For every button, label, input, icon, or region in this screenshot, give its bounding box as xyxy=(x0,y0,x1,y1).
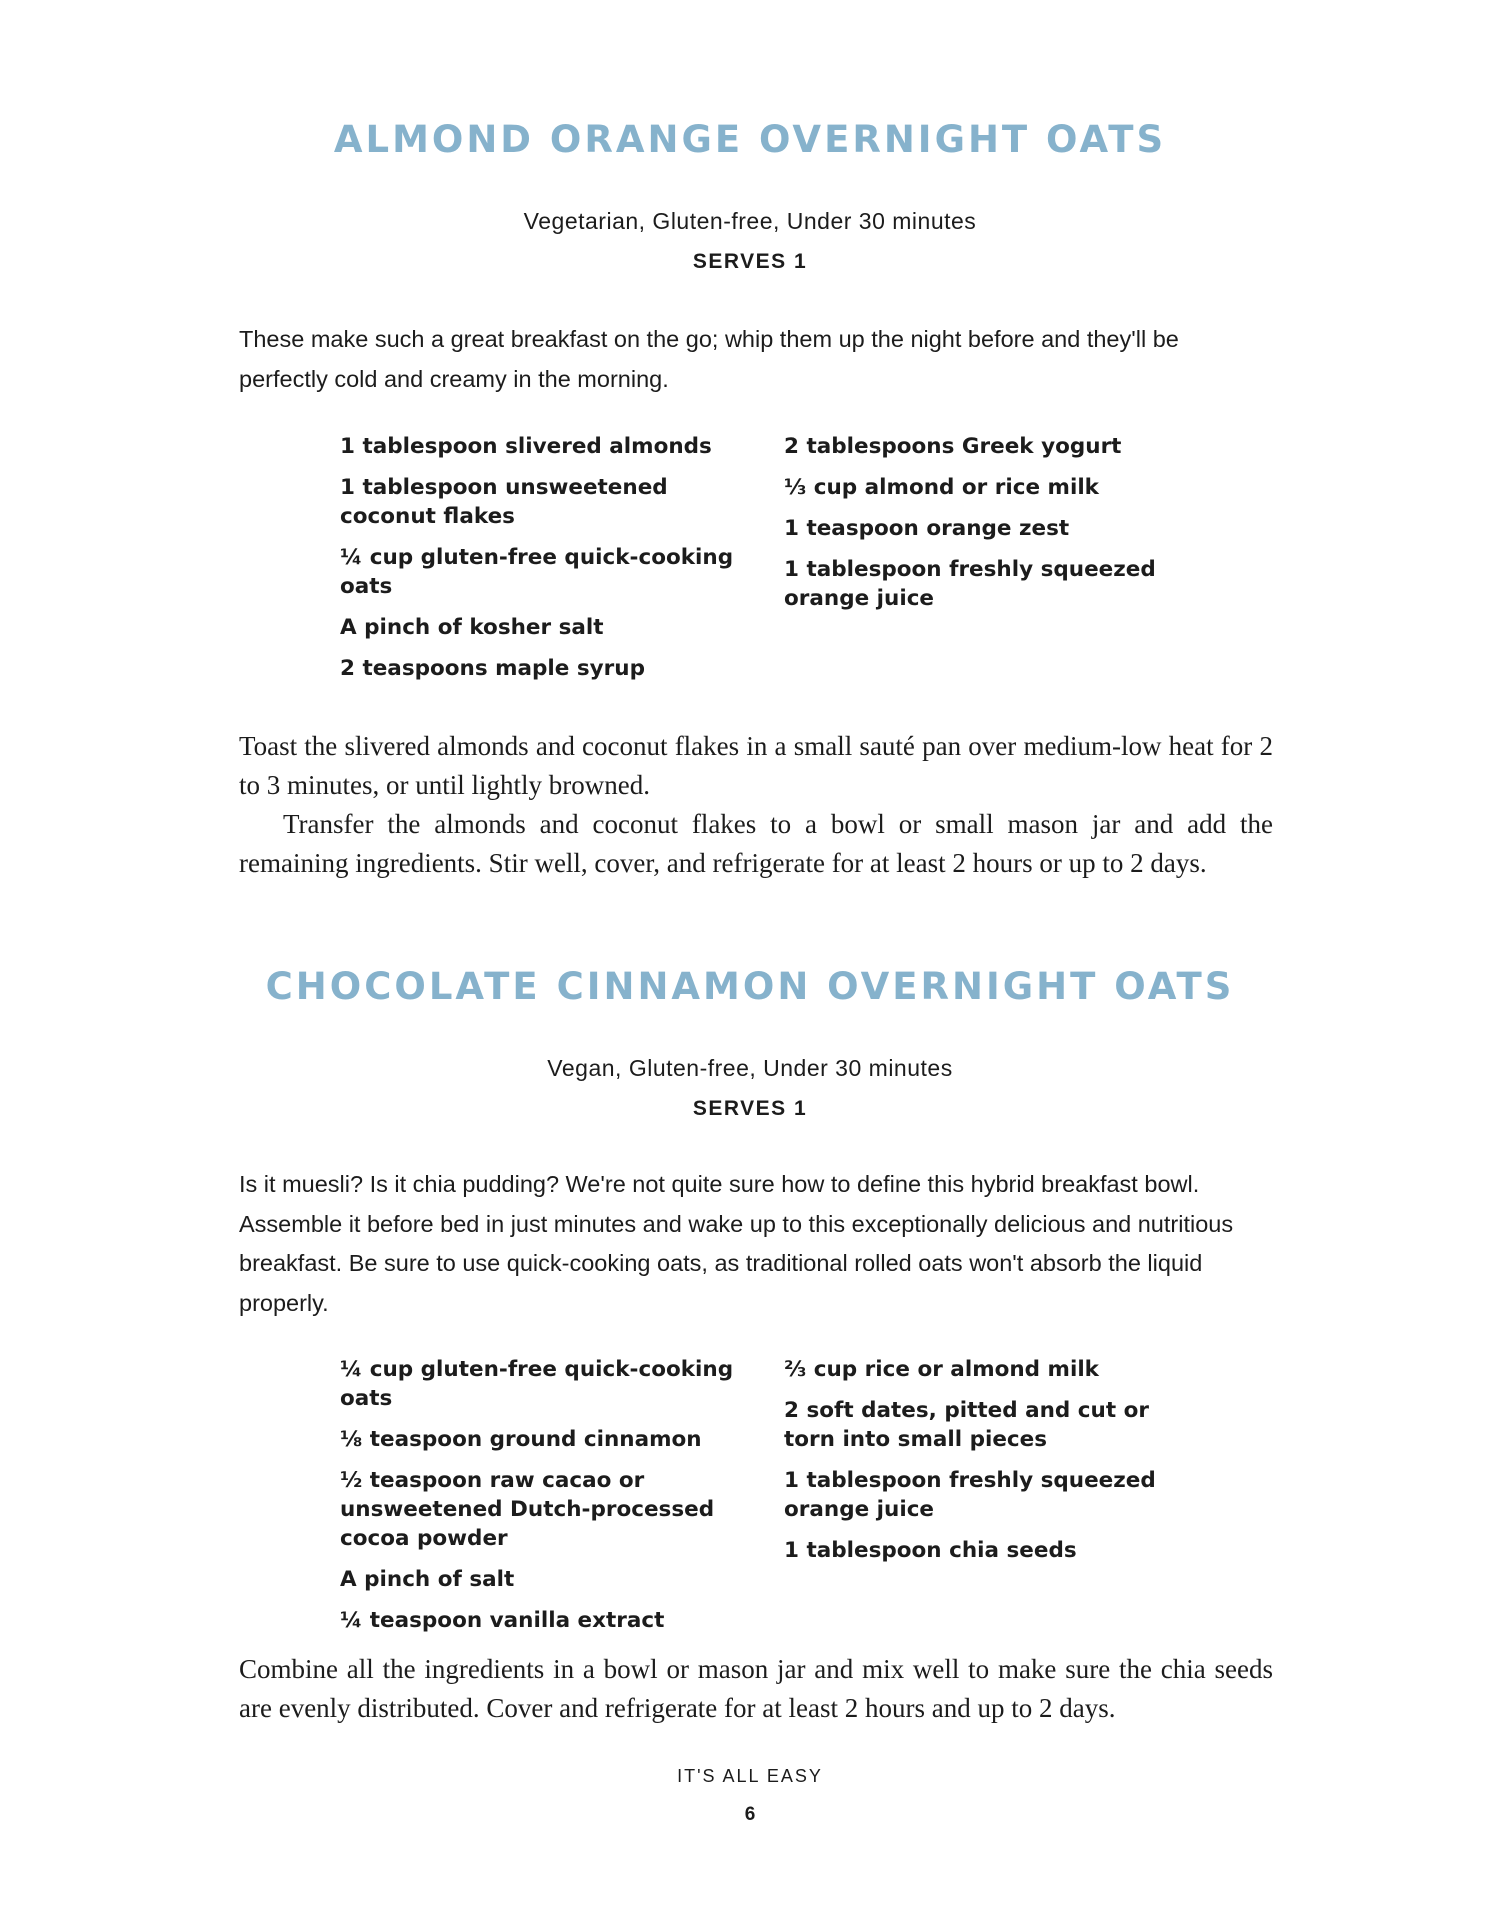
ingredients-left xyxy=(340,432,740,695)
ingredient: 2 tablespoons Greek yogurt xyxy=(784,434,1122,459)
ingredient: 2 teaspoons maple syrup xyxy=(340,656,645,681)
recipe-title: CHOCOLATE CINNAMON OVERNIGHT OATS xyxy=(265,965,1235,1008)
ingredient: 1 tablespoon freshly squeezed orange juice xyxy=(784,557,1156,611)
recipe-serves: SERVES 1 xyxy=(692,1097,808,1120)
running-title: IT'S ALL EASY xyxy=(677,1766,823,1786)
ingredient: ⅓ cup almond or rice milk xyxy=(784,475,1099,500)
ingredient: 1 teaspoon orange zest xyxy=(784,516,1070,541)
recipe-title: ALMOND ORANGE OVERNIGHT OATS xyxy=(333,118,1167,161)
ingredient: ½ teaspoon raw cacao or unsweetened Dutch-processed cocoa powder xyxy=(340,1468,715,1551)
method-step: Transfer the almonds and coconut flakes to a bowl or small mason jar and add the remaining ingredients. Stir well, cover, and refrigerate for at least 2 hours or up to 2 days. xyxy=(239,809,1273,878)
ingredient: ¼ cup gluten-free quick-cooking oats xyxy=(340,545,734,599)
ingredients-right xyxy=(784,1355,1184,1577)
ingredient: ¼ cup gluten-free quick-cooking oats xyxy=(340,1357,734,1411)
ingredient: ⅛ teaspoon ground cinnamon xyxy=(340,1427,702,1452)
recipe-method xyxy=(239,727,1273,883)
method-step: Combine all the ingredients in a bowl or mason jar and mix well to make sure the chia seeds are evenly distributed. Cover and refrigerate for at least 2 hours and up to 2 days. xyxy=(239,1654,1273,1723)
recipe-serves: SERVES 1 xyxy=(692,250,808,273)
recipe-intro: These make such a great breakfast on the go; whip them up the night before and they'll be perfectly cold and creamy in the morning. xyxy=(239,326,1179,392)
ingredient: 1 tablespoon slivered almonds xyxy=(340,434,712,459)
recipe-tags: Vegan, Gluten-free, Under 30 minutes xyxy=(547,1055,953,1081)
ingredient: 1 tablespoon freshly squeezed orange juice xyxy=(784,1468,1156,1522)
method-step: Toast the slivered almonds and coconut flakes in a small sauté pan over medium-low heat for 2 to 3 minutes, or until lightly browned. xyxy=(239,731,1273,800)
recipe-intro: Is it muesli? Is it chia pudding? We're not quite sure how to define this hybrid breakfast bowl. Assemble it before bed in just minutes and wake up to this exceptionally delicious and nutritious breakfast. Be sure to use quick-cooking oats, as traditional rolled oats won't absorb the liquid properly. xyxy=(239,1171,1234,1316)
ingredient: ¼ teaspoon vanilla extract xyxy=(340,1608,665,1633)
ingredients-right xyxy=(784,432,1184,625)
ingredient: 1 tablespoon unsweetened coconut flakes xyxy=(340,475,668,529)
recipe-method xyxy=(239,1650,1273,1728)
recipe-tags: Vegetarian, Gluten-free, Under 30 minutes xyxy=(523,208,977,234)
ingredients-left xyxy=(340,1355,750,1647)
page-number: 6 xyxy=(744,1804,756,1825)
ingredient: A pinch of kosher salt xyxy=(340,615,604,640)
ingredient: 2 soft dates, pitted and cut or torn into small pieces xyxy=(784,1398,1149,1452)
ingredient: 1 tablespoon chia seeds xyxy=(784,1538,1077,1563)
ingredient: A pinch of salt xyxy=(340,1567,515,1592)
ingredient: ⅔ cup rice or almond milk xyxy=(784,1357,1099,1382)
